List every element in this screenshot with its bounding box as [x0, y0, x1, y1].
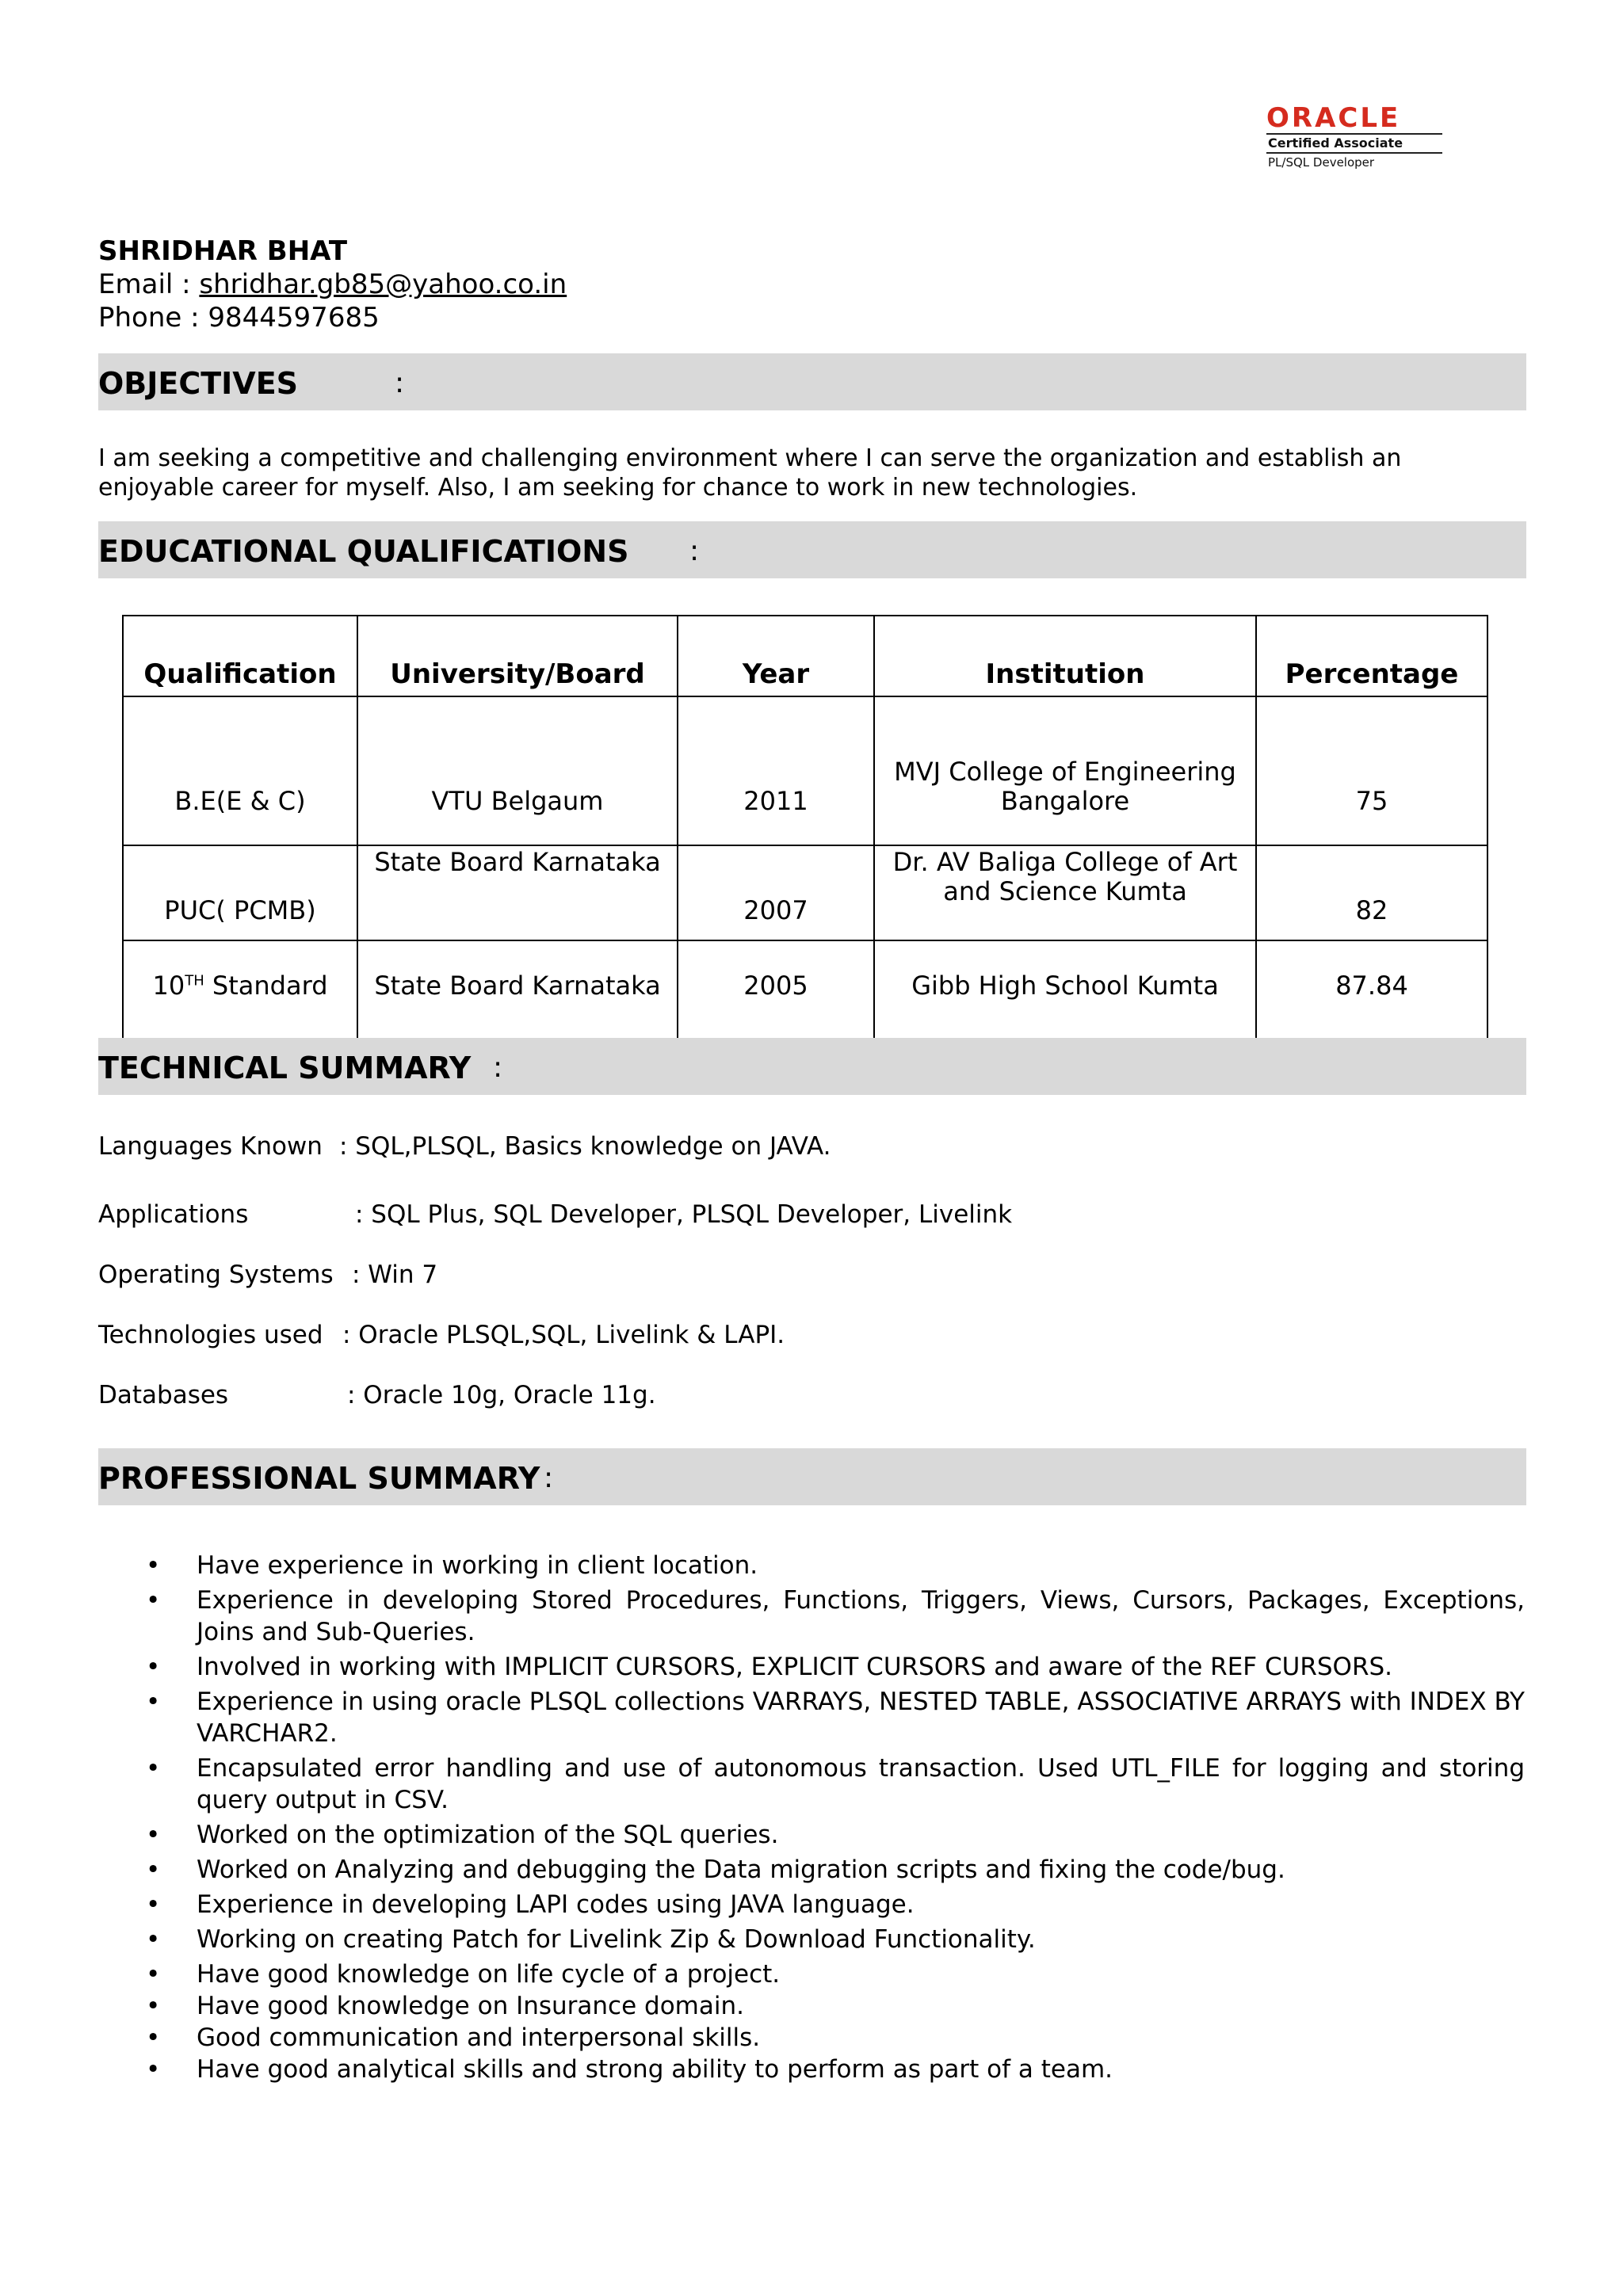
list-item-text: Have good analytical skills and strong ability to perform as part of a team.: [197, 2055, 1113, 2084]
list-item-text: Have good knowledge on life cycle of a project.: [197, 1960, 781, 1989]
objectives-text: I am seeking a competitive and challenging environment where I can serve the organization and establish an enjoyable career for myself. Also, I am seeking for chance to work in new technologies.: [98, 444, 1402, 502]
email-label: Email :: [98, 269, 200, 300]
qualification-suffix: Standard: [204, 971, 328, 1001]
list-item-text: Involved in working with IMPLICIT CURSORS, EXPLICIT CURSORS and aware of the REF CURSORS.: [197, 1653, 1393, 1681]
phone-number: 9844597685: [208, 302, 380, 334]
list-item: [98, 1819, 1525, 1851]
list-item: [98, 1753, 1525, 1816]
bullet-icon: •: [146, 1925, 161, 1954]
list-item-text: Encapsulated error handling and use of autonomous transaction. Used UTL_FILE for logging and storing query output in CSV.: [197, 1754, 1525, 1814]
objectives-section-bar: [98, 353, 1526, 410]
qualification-superscript: TH: [185, 972, 204, 990]
professional-summary-list: [98, 1550, 1525, 2085]
column-header: Institution: [874, 616, 1256, 696]
column-header: Year: [678, 616, 874, 696]
section-title: PROFESSIONAL SUMMARY: [98, 1461, 540, 1496]
list-item-text: Worked on the optimization of the SQL queries.: [197, 1821, 779, 1849]
board-cell: State Board Karnataka: [357, 940, 678, 1062]
institution-cell: Dr. AV Baliga College of Art and Science Kumta: [874, 845, 1256, 940]
board-cell: State Board Karnataka: [357, 845, 678, 940]
list-item: [98, 1854, 1525, 1886]
tech-item-key: Databases: [98, 1381, 229, 1409]
list-item-text: Have experience in working in client location.: [197, 1551, 758, 1580]
list-item: [98, 2022, 1525, 2054]
bullet-icon: •: [146, 1821, 161, 1849]
institution-cell: MVJ College of Engineering Bangalore: [874, 696, 1256, 845]
section-colon: :: [493, 1051, 503, 1084]
technical-section-bar: [98, 1038, 1526, 1095]
tech-item-key: Operating Systems: [98, 1261, 334, 1289]
table-header-row: [123, 616, 1487, 696]
list-item: [98, 1889, 1525, 1920]
resume-header: [98, 235, 567, 334]
tech-item-value: : Oracle PLSQL,SQL, Livelink & LAPI.: [342, 1321, 785, 1349]
list-item-text: Working on creating Patch for Livelink Zip & Download Functionality.: [197, 1925, 1036, 1954]
board-cell: VTU Belgaum: [357, 696, 678, 845]
phone-label: Phone :: [98, 302, 208, 334]
list-item: [98, 1550, 1525, 1581]
section-title: OBJECTIVES: [98, 366, 299, 401]
phone-line: [98, 301, 567, 334]
column-header: Qualification: [123, 616, 357, 696]
list-item: [98, 1686, 1525, 1749]
list-item-text: Experience in developing LAPI codes using JAVA language.: [197, 1890, 915, 1919]
column-header: Percentage: [1256, 616, 1487, 696]
bullet-icon: •: [146, 1890, 161, 1919]
bullet-icon: •: [146, 1992, 161, 2020]
qualification-number: 10: [152, 971, 185, 1001]
list-item: [98, 2054, 1525, 2085]
year-cell: 2011: [678, 696, 874, 845]
list-item-text: Experience in developing Stored Procedures, Functions, Triggers, Views, Cursors, Packages, Exceptions, Joins and Sub-Queries.: [197, 1586, 1525, 1646]
list-item: [98, 1924, 1525, 1955]
section-title: TECHNICAL SUMMARY: [98, 1051, 472, 1085]
bullet-icon: •: [146, 1688, 161, 1716]
education-table: [122, 615, 1488, 1063]
year-cell: 2007: [678, 845, 874, 940]
list-item-text: Have good knowledge on Insurance domain.: [197, 1992, 744, 2020]
column-header: University/Board: [357, 616, 678, 696]
email-line: [98, 268, 567, 301]
email-link[interactable]: shridhar.gb85@yahoo.co.in: [199, 269, 567, 300]
candidate-name: SHRIDHAR BHAT: [98, 235, 348, 267]
bullet-icon: •: [146, 1551, 161, 1580]
bullet-icon: •: [146, 1653, 161, 1681]
bullet-icon: •: [146, 2055, 161, 2084]
qualification-cell: B.E(E & C): [123, 696, 357, 845]
section-colon: :: [544, 1462, 554, 1494]
list-item: [98, 1651, 1525, 1683]
list-item: [98, 1958, 1525, 1990]
logo-certified-label: Certified Associate: [1268, 135, 1403, 151]
percentage-cell: 75: [1256, 696, 1487, 845]
section-colon: :: [689, 535, 700, 567]
oracle-logo-wordmark: ORACLE: [1266, 102, 1401, 134]
year-cell: 2005: [678, 940, 874, 1062]
bullet-icon: •: [146, 1855, 161, 1884]
tech-item-value: : SQL Plus, SQL Developer, PLSQL Developer, Livelink: [355, 1200, 1013, 1229]
list-item-text: Good communication and interpersonal skills.: [197, 2023, 761, 2052]
percentage-cell: 82: [1256, 845, 1487, 940]
tech-item-value: : Win 7: [352, 1261, 438, 1289]
tech-item-value: : SQL,PLSQL, Basics knowledge on JAVA.: [339, 1132, 831, 1161]
institution-cell: Gibb High School Kumta: [874, 940, 1256, 1062]
table-row: [123, 696, 1487, 845]
logo-track-label: PL/SQL Developer: [1268, 155, 1375, 170]
table-row: [123, 845, 1487, 940]
section-title: EDUCATIONAL QUALIFICATIONS: [98, 534, 629, 569]
tech-item-key: Applications: [98, 1200, 249, 1229]
tech-item-key: Technologies used: [98, 1321, 323, 1349]
percentage-cell: 87.84: [1256, 940, 1487, 1062]
list-item: [98, 1990, 1525, 2022]
list-item: [98, 1585, 1525, 1648]
bullet-icon: •: [146, 1960, 161, 1989]
tech-item-value: : Oracle 10g, Oracle 11g.: [347, 1381, 656, 1409]
section-colon: :: [395, 367, 405, 399]
list-item-text: Experience in using oracle PLSQL collections VARRAYS, NESTED TABLE, ASSOCIATIVE ARRAYS with INDEX BY VARCHAR2.: [197, 1688, 1525, 1748]
list-item-text: Worked on Analyzing and debugging the Data migration scripts and fixing the code/bug.: [197, 1855, 1285, 1884]
education-section-bar: [98, 521, 1526, 578]
bullet-icon: •: [146, 2023, 161, 2052]
oracle-certification-logo: [1266, 102, 1449, 171]
professional-section-bar: [98, 1448, 1526, 1505]
bullet-icon: •: [146, 1586, 161, 1615]
qualification-cell: PUC( PCMB): [123, 845, 357, 940]
tech-item-key: Languages Known: [98, 1132, 323, 1161]
bullet-icon: •: [146, 1754, 161, 1783]
